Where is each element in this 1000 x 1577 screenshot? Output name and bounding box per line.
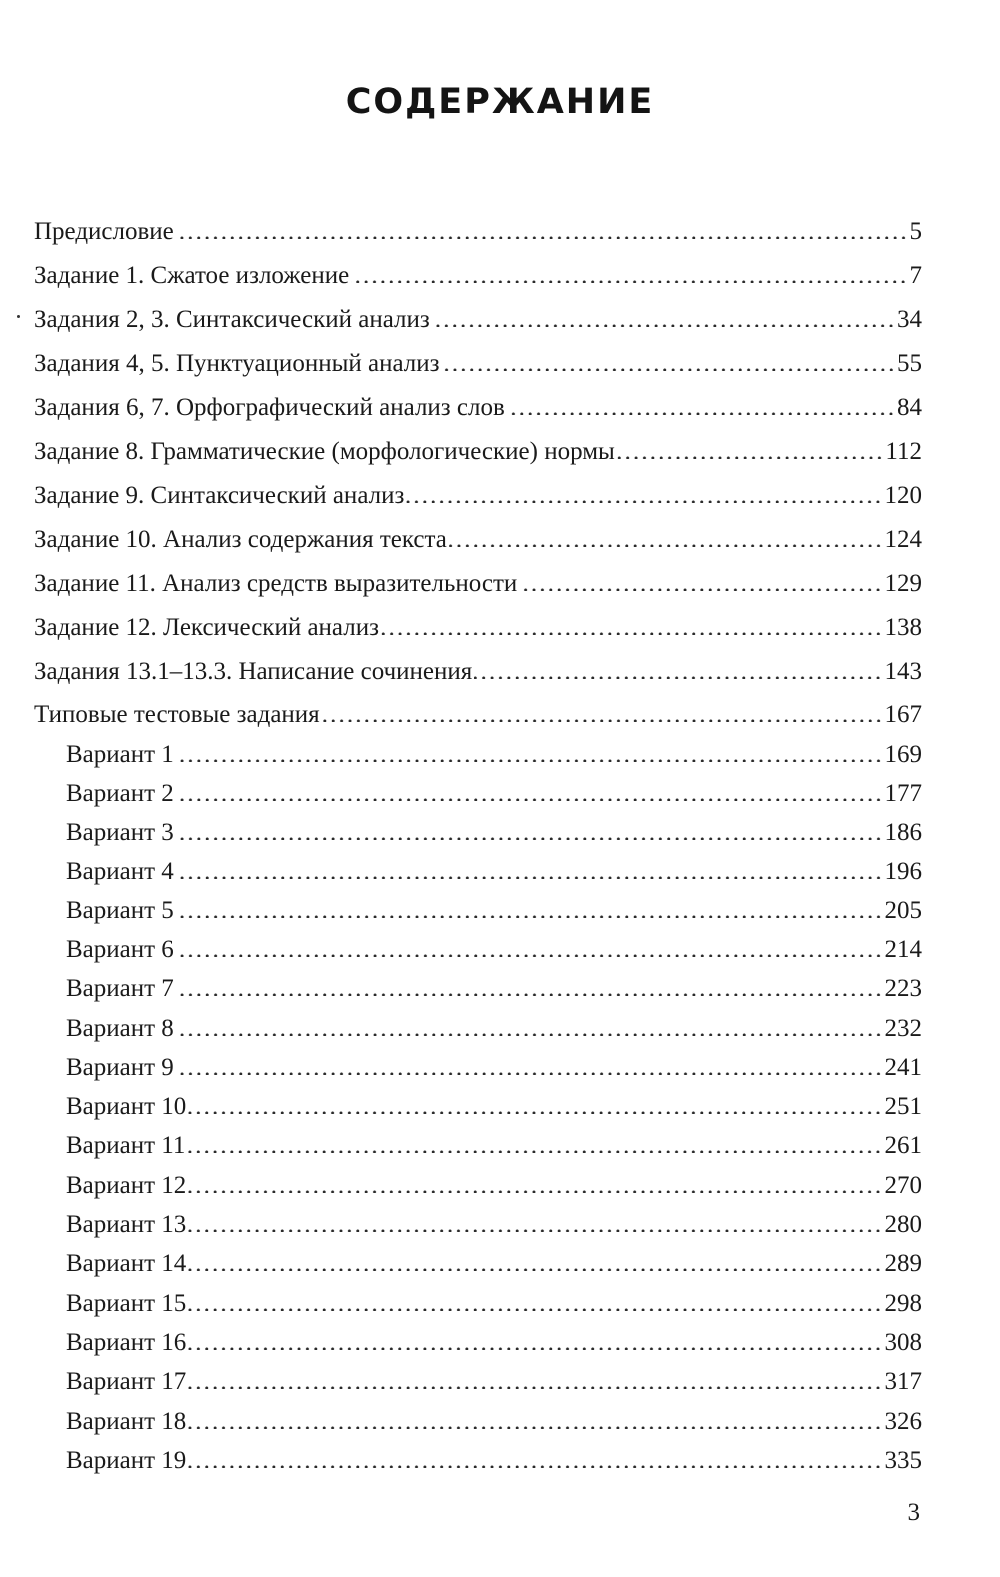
toc-entry — [34, 613, 922, 643]
toc-entry-page: 129 — [884, 570, 922, 597]
toc-entry-label: Вариант 4 — [66, 858, 174, 885]
toc-entry-label: Задание 1. Сжатое изложение — [34, 262, 350, 289]
dot-leader — [442, 349, 895, 371]
toc-entry-label: Задания 13.1–13.3. Написание сочинения — [34, 658, 473, 685]
toc-entry-page: 143 — [884, 658, 922, 685]
toc-entry-page: 298 — [884, 1290, 922, 1317]
toc-subentry — [66, 1328, 922, 1358]
dot-leader — [188, 1249, 882, 1271]
toc-entry-page: 112 — [885, 438, 922, 465]
dot-leader — [507, 393, 895, 415]
dot-leader — [188, 1210, 882, 1232]
toc-entry — [34, 437, 922, 467]
toc-entry — [34, 349, 922, 379]
toc-subentry — [66, 1367, 922, 1397]
dot-leader — [432, 305, 895, 327]
toc-entry — [34, 217, 922, 247]
toc-entry-page: 55 — [897, 350, 922, 377]
toc-subentry — [66, 857, 922, 887]
dot-leader — [176, 818, 883, 840]
toc-entry-page: 7 — [909, 262, 922, 289]
dot-leader — [381, 613, 883, 635]
toc-subentry — [66, 974, 922, 1004]
dot-leader — [188, 1092, 882, 1114]
dot-leader — [188, 1407, 882, 1429]
toc-entry-page: 138 — [884, 614, 922, 641]
toc-entry-label: Вариант 15 — [66, 1290, 187, 1317]
toc-entry-label: Задания 6, 7. Орфографический анализ слов — [34, 394, 505, 421]
toc-entry-label: Вариант 16 — [66, 1329, 187, 1356]
dot-leader — [188, 1446, 882, 1468]
toc-subentry — [66, 1289, 922, 1319]
print-speck — [17, 315, 20, 318]
toc-entry-label: Вариант 1 — [66, 741, 174, 768]
toc-entry-label: Задание 8. Грамматические (морфологические) нормы — [34, 438, 615, 465]
toc-subentry — [66, 818, 922, 848]
toc-entry-label: Вариант 17 — [66, 1368, 187, 1395]
toc-entry-label: Вариант 6 — [66, 936, 174, 963]
toc-entry-label: Задания 2, 3. Синтаксический анализ — [34, 306, 430, 333]
dot-leader — [176, 217, 908, 239]
toc-entry-label: Предисловие — [34, 218, 174, 245]
toc-entry — [34, 393, 922, 423]
dot-leader — [188, 1328, 882, 1350]
dot-leader — [176, 779, 883, 801]
dot-leader — [519, 569, 882, 591]
toc-subentry — [66, 1171, 922, 1201]
toc-entry-page: 308 — [884, 1329, 922, 1356]
toc-entry-page: 177 — [884, 780, 922, 807]
toc-entry-label: Вариант 7 — [66, 975, 174, 1002]
toc-entry-label: Задание 10. Анализ содержания текста — [34, 526, 447, 553]
toc-entry-page: 205 — [884, 897, 922, 924]
dot-leader — [176, 1053, 883, 1075]
toc-entry-page: 167 — [884, 701, 922, 728]
toc-subentry — [66, 1210, 922, 1240]
toc-entry-page: 326 — [884, 1408, 922, 1435]
toc-entry-label: Вариант 9 — [66, 1054, 174, 1081]
toc-subentry — [66, 1249, 922, 1279]
toc-entry-label: Вариант 11 — [66, 1132, 186, 1159]
toc-subentry — [66, 1092, 922, 1122]
toc-entry — [34, 700, 922, 730]
toc-entry-page: 335 — [884, 1447, 922, 1474]
toc-entry-page: 124 — [884, 526, 922, 553]
toc-subentry — [66, 935, 922, 965]
toc-entry — [34, 525, 922, 555]
toc-entry-label: Вариант 10 — [66, 1093, 187, 1120]
toc-entry — [34, 305, 922, 335]
dot-leader — [176, 896, 883, 918]
page-title: СОДЕРЖАНИЕ — [345, 82, 655, 122]
dot-leader — [617, 437, 884, 459]
toc-entry-page: 232 — [884, 1015, 922, 1042]
dot-leader — [188, 1367, 882, 1389]
toc-entry-page: 186 — [884, 819, 922, 846]
toc-entry-page: 280 — [884, 1211, 922, 1238]
dot-leader — [322, 700, 883, 722]
toc-subentry — [66, 779, 922, 809]
toc-entry-page: 261 — [884, 1132, 922, 1159]
toc-entry-page: 223 — [884, 975, 922, 1002]
dot-leader — [449, 525, 883, 547]
toc-entry-page: 84 — [897, 394, 922, 421]
toc-entry-label: Задание 9. Синтаксический анализ — [34, 482, 405, 509]
toc-subentry — [66, 1014, 922, 1044]
toc-entry-label: Вариант 8 — [66, 1015, 174, 1042]
dot-leader — [474, 657, 882, 679]
dot-leader — [176, 974, 883, 996]
dot-leader — [176, 1014, 883, 1036]
toc-entry-label: Типовые тестовые задания — [34, 701, 320, 728]
toc-entry-page: 251 — [884, 1093, 922, 1120]
toc-entry-label: Задания 4, 5. Пунктуационный анализ — [34, 350, 440, 377]
toc-entry-label: Вариант 18 — [66, 1408, 187, 1435]
dot-leader — [187, 1131, 882, 1153]
toc-entry — [34, 569, 922, 599]
toc-entry-label: Вариант 5 — [66, 897, 174, 924]
dot-leader — [406, 481, 882, 503]
toc-subentry — [66, 740, 922, 770]
toc-entry-page: 241 — [884, 1054, 922, 1081]
toc-entry-label: Вариант 13 — [66, 1211, 187, 1238]
toc-entry-page: 120 — [884, 482, 922, 509]
toc-entry-label: Вариант 12 — [66, 1172, 187, 1199]
toc-entry — [34, 657, 922, 687]
toc-subentry — [66, 1446, 922, 1476]
toc-entry — [34, 481, 922, 511]
toc-entry-page: 196 — [884, 858, 922, 885]
toc-entry-page: 169 — [884, 741, 922, 768]
page-number: 3 — [907, 1499, 920, 1526]
toc-entry-label: Задание 12. Лексический анализ — [34, 614, 379, 641]
dot-leader — [176, 935, 883, 957]
dot-leader — [188, 1171, 882, 1193]
dot-leader — [351, 261, 907, 283]
toc-entry-label: Вариант 3 — [66, 819, 174, 846]
toc-subentry — [66, 1131, 922, 1161]
toc-entry-page: 289 — [884, 1250, 922, 1277]
toc-entry-page: 214 — [884, 936, 922, 963]
toc-entry-label: Вариант 19 — [66, 1447, 187, 1474]
dot-leader — [176, 740, 883, 762]
toc-entry-page: 5 — [909, 218, 922, 245]
toc-subentry — [66, 1053, 922, 1083]
toc-subentry — [66, 896, 922, 926]
toc-entry-label: Вариант 14 — [66, 1250, 187, 1277]
dot-leader — [188, 1289, 882, 1311]
toc-entry-page: 270 — [884, 1172, 922, 1199]
dot-leader — [176, 857, 883, 879]
toc-subentry — [66, 1407, 922, 1437]
toc-entry — [34, 261, 922, 291]
toc-entry-page: 317 — [884, 1368, 922, 1395]
toc-entry-label: Вариант 2 — [66, 780, 174, 807]
toc-entry-page: 34 — [897, 306, 922, 333]
toc-entry-label: Задание 11. Анализ средств выразительности — [34, 570, 518, 597]
